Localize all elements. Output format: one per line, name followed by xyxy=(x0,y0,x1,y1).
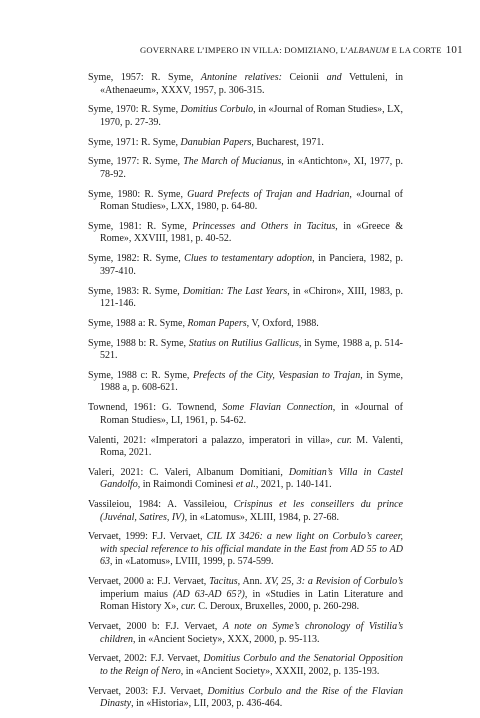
bibliography-entry xyxy=(88,221,403,246)
entry-text: , in «Latomus», LVIII, 1999, p. 574-599. xyxy=(110,556,274,568)
entry-text: C. Deroux, Bruxelles, 2000, p. 260-298. xyxy=(195,601,360,613)
entry-text: , in «Journal of Roman Studies», LI, 1961, p. 54-62. xyxy=(100,402,403,426)
entry-text: Syme, 1982: R. Syme, xyxy=(88,253,185,265)
entry-text: , «Journal of Roman Studies», LXX, 1980, p. 64-80. xyxy=(100,188,403,213)
entry-text: Vassileiou, 1984: A. Vassileiou, xyxy=(88,499,234,511)
bibliography-entry xyxy=(88,137,403,150)
bibliography-entry xyxy=(88,286,403,311)
entry-italic-text: Domitian’s Villa in Castel Gandolfo xyxy=(100,466,403,491)
entry-text: , 2021, p. 140-141. xyxy=(255,479,332,491)
entry-text: , in «Ancient Society», XXX, 2000, p. 95-113. xyxy=(132,633,320,645)
entry-text: Syme, 1971: R. Syme, xyxy=(88,136,181,148)
bibliography-entry xyxy=(88,467,403,492)
bibliography-entry xyxy=(88,189,403,214)
entry-text: Syme, 1988 b: R. Syme, xyxy=(88,337,189,349)
bibliography-entry xyxy=(88,72,403,97)
bibliography-entry xyxy=(88,686,403,711)
bibliography-list xyxy=(88,72,403,718)
entry-text: Ann. xyxy=(240,576,266,588)
entry-text: Valeri, 2021: C. Valeri, xyxy=(88,466,197,478)
entry-italic-text: Prefects of the City, Vespasian to Trajan xyxy=(193,369,361,381)
entry-italic-text: Domitius Corbulo and the Rise of the Flavian Dinasty xyxy=(100,685,403,710)
entry-italic-text: Crispinus et les conseillers du prince (Juvénal, Satires, IV) xyxy=(100,499,403,523)
entry-text: Vervaet, 2000 a: F.J. Vervaet, xyxy=(88,576,210,588)
entry-text: Syme, 1983: R. Syme, xyxy=(88,285,183,297)
entry-text: , in «Chiron», XIII, 1983, p. 121-146. xyxy=(100,285,403,310)
entry-italic-text: Domitian: The Last Years xyxy=(182,285,288,297)
running-title: GOVERNARE L’IMPERO IN VILLA: DOMIZIANO, L’ALBANUM E LA CORTE xyxy=(140,45,442,55)
entry-text: M. Valenti, Roma, 2021. xyxy=(100,434,403,459)
entry-text: Vervaet, 2002: F.J. Vervaet, xyxy=(88,653,204,665)
entry-text: , in Panciera, 1982, p. 397-410. xyxy=(100,253,403,277)
entry-italic-text: (AD 63-AD 65?) xyxy=(173,588,245,600)
entry-text: Syme, 1988 a: R. Syme, xyxy=(88,317,188,329)
entry-italic-text: Danubian Papers xyxy=(180,136,252,148)
entry-text: Vervaet, 1999: F.J. Vervaet, xyxy=(88,531,207,543)
entry-text: Vervaet, 2003: F.J. Vervaet, xyxy=(88,685,208,697)
entry-italic-text: Guard Prefects of Trajan and Hadrian xyxy=(187,188,350,200)
entry-text: Ceionii xyxy=(281,72,327,83)
entry-italic-text: Roman Papers xyxy=(187,317,247,329)
entry-text: , in Syme, 1988 a, p. 608-621. xyxy=(100,369,403,394)
entry-italic-text: XV, 25, 3: a Revision of Corbulo’s xyxy=(265,576,403,588)
entry-text: , in «Studies in Latin Literature and Roman History X», xyxy=(100,588,403,613)
entry-text: , in «Journal of Roman Studies», LX, 1970, p. 27-39. xyxy=(100,104,404,128)
entry-italic-text: Statius on Rutilius Gallicus xyxy=(188,337,299,349)
entry-italic-text: et al. xyxy=(235,479,256,491)
entry-text: Albanum Domitiani xyxy=(196,466,281,478)
entry-text: Townend, 1961: G. Townend, xyxy=(88,402,223,414)
entry-text: , in Syme, 1988 a, p. 514-521. xyxy=(100,337,403,362)
entry-italic-text: The March of Mucianus xyxy=(183,156,282,168)
entry-text: Syme, 1957: R. Syme, xyxy=(88,72,201,83)
entry-italic-text: Some Flavian Connection xyxy=(222,402,333,414)
entry-italic-text: A note on Syme’s chronology of Vistilia’s children xyxy=(100,621,403,645)
bibliography-entry xyxy=(88,156,403,181)
page-number: 101 xyxy=(445,44,463,56)
entry-italic-text: Princesses and Others in Tacitus xyxy=(192,220,336,232)
entry-text: , in «Latomus», XLIII, 1984, p. 27-68. xyxy=(184,511,340,523)
bibliography-entry xyxy=(88,499,403,524)
entry-italic-text: cur. xyxy=(181,601,196,613)
entry-italic-text: Antonine relatives: xyxy=(200,72,282,83)
bibliography-entry xyxy=(88,576,403,614)
entry-text: , xyxy=(280,466,289,478)
entry-text: Syme, 1977: R. Syme, xyxy=(88,156,184,168)
entry-text: , in «Historia», LII, 2003, p. 436-464. xyxy=(131,698,283,710)
entry-text: , in «Greece & Rome», XXVIII, 1981, p. 40-52. xyxy=(100,220,403,245)
entry-text: Syme, 1988 c: R. Syme, xyxy=(88,369,194,381)
entry-italic-text: Clues to testamentary adoption xyxy=(184,253,313,265)
entry-text: Syme, 1980: R. Syme, xyxy=(88,188,188,200)
bibliography-entry xyxy=(88,253,403,278)
bibliography-entry xyxy=(88,621,403,646)
entry-text: Vervaet, 2000 b: F.J. Vervaet, xyxy=(88,621,223,633)
entry-italic-text: Domitius Corbulo and the Senatorial Opposition to the Reign of Nero xyxy=(100,653,403,677)
entry-text: imperium maius xyxy=(100,588,173,600)
entry-text: Syme, 1970: R. Syme, xyxy=(88,104,181,116)
bibliography-entry xyxy=(88,435,403,460)
entry-italic-text: Domitius Corbulo xyxy=(180,104,254,116)
entry-text: , in «Antichton», XI, 1977, p. 78-92. xyxy=(100,156,403,180)
entry-text: Vettuleni, in «Athenaeum», XXXV, 1957, p. 306-315. xyxy=(100,72,403,96)
bibliography-entry xyxy=(88,370,403,395)
bibliography-entry xyxy=(88,104,403,129)
entry-italic-text: CIL IX 3426: a new light on Corbulo’s career, with special reference to his official mandate in the East from AD 55 to AD 63 xyxy=(100,531,404,568)
running-header xyxy=(140,44,463,56)
bibliography-entry xyxy=(88,402,403,427)
entry-text: , V, Oxford, 1988. xyxy=(246,317,319,329)
entry-italic-text: and xyxy=(326,72,342,83)
bibliography-entry xyxy=(88,338,403,363)
entry-text: , in Raimondi Cominesi xyxy=(137,479,236,491)
entry-text: , Bucharest, 1971. xyxy=(251,136,324,148)
bibliography-entry xyxy=(88,318,403,331)
entry-text: Syme, 1981: R. Syme, xyxy=(88,220,193,232)
entry-text: Valenti, 2021: «Imperatori a palazzo, imperatori in villa», xyxy=(88,434,338,446)
entry-italic-text: cur. xyxy=(337,434,352,446)
entry-italic-text: Tacitus, xyxy=(209,576,241,588)
bibliography-entry xyxy=(88,531,403,569)
entry-text: , in «Ancient Society», XXXII, 2002, p. 135-193. xyxy=(180,665,380,677)
bibliography-entry xyxy=(88,653,403,678)
